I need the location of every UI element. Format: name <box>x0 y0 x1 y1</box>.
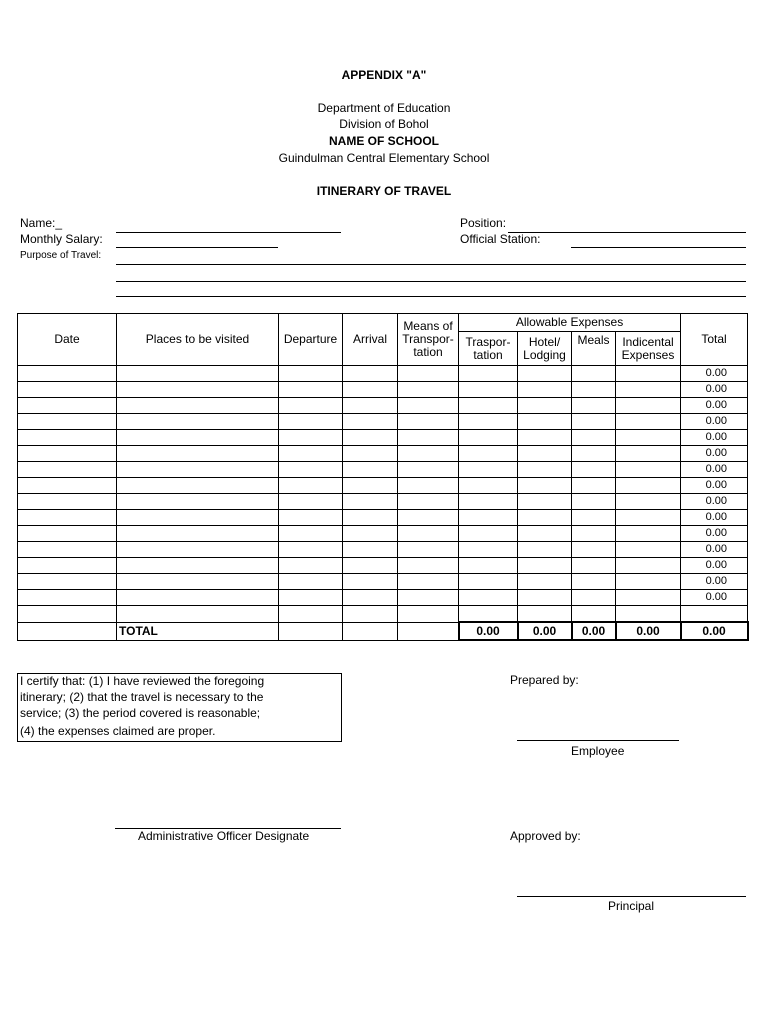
cell-date[interactable] <box>18 462 117 478</box>
cell-total: 0.00 <box>681 462 748 478</box>
cell-meals[interactable] <box>572 398 616 414</box>
cell-hotel[interactable] <box>518 574 572 590</box>
cell-date[interactable] <box>18 414 117 430</box>
cell-transportation[interactable] <box>459 606 518 623</box>
header-transportation: Traspor- tation <box>459 332 518 366</box>
school-label: NAME OF SCHOOL <box>329 134 439 148</box>
table-row <box>18 542 748 558</box>
cell-departure[interactable] <box>279 414 343 430</box>
cell-date[interactable] <box>18 382 117 398</box>
cell-incidental[interactable] <box>616 462 681 478</box>
purpose-label: Purpose of Travel: <box>20 250 102 261</box>
position-line[interactable] <box>508 232 746 233</box>
cell-meals[interactable] <box>572 414 616 430</box>
cell-incidental[interactable] <box>616 382 681 398</box>
cell-date[interactable] <box>18 398 117 414</box>
cell-places[interactable] <box>117 414 279 430</box>
cell-hotel[interactable] <box>518 606 572 623</box>
employee-label: Employee <box>571 744 625 758</box>
cell-means[interactable] <box>398 590 459 606</box>
cell-total <box>681 606 748 623</box>
certification-line-2: itinerary; (2) that the travel is necessary to the <box>20 690 264 704</box>
position-label: Position: <box>460 216 507 230</box>
cell-arrival[interactable] <box>343 430 398 446</box>
cell-meals[interactable] <box>572 542 616 558</box>
cell-incidental[interactable] <box>616 494 681 510</box>
cell-date[interactable] <box>18 478 117 494</box>
cell-hotel[interactable] <box>518 446 572 462</box>
table-row <box>18 430 748 446</box>
cell-transportation[interactable] <box>459 558 518 574</box>
certification-line-1: I certify that: (1) I have reviewed the foregoing <box>20 674 265 688</box>
table-row <box>18 590 748 606</box>
header-arrival: Arrival <box>343 314 398 366</box>
cell-incidental[interactable] <box>616 398 681 414</box>
cell-date[interactable] <box>18 606 117 623</box>
cell-incidental[interactable] <box>616 478 681 494</box>
cell-places[interactable] <box>117 366 279 382</box>
cell-transportation[interactable] <box>459 462 518 478</box>
cell-departure[interactable] <box>279 606 343 623</box>
cell-departure[interactable] <box>279 510 343 526</box>
cell-places[interactable] <box>117 606 279 623</box>
cell-hotel[interactable] <box>518 558 572 574</box>
cell-date[interactable] <box>18 366 117 382</box>
cell-incidental[interactable] <box>616 590 681 606</box>
cell-means[interactable] <box>398 606 459 623</box>
cell-departure[interactable] <box>279 398 343 414</box>
cell-means[interactable] <box>398 558 459 574</box>
table-row <box>18 494 748 510</box>
cell-transportation[interactable] <box>459 510 518 526</box>
department-name: Department of Education <box>317 101 451 115</box>
cell-total: 0.00 <box>681 590 748 606</box>
table-row <box>18 462 748 478</box>
cell-hotel[interactable] <box>518 430 572 446</box>
cell-total: 0.00 <box>681 446 748 462</box>
certification-box <box>17 673 342 742</box>
cell-hotel[interactable] <box>518 414 572 430</box>
cell-total: 0.00 <box>681 398 748 414</box>
cell-incidental[interactable] <box>616 446 681 462</box>
cell-arrival[interactable] <box>343 542 398 558</box>
cell-total: 0.00 <box>681 558 748 574</box>
cell-places[interactable] <box>117 526 279 542</box>
cell-departure[interactable] <box>279 382 343 398</box>
cell-arrival[interactable] <box>343 462 398 478</box>
cell-departure[interactable] <box>279 478 343 494</box>
employee-signature-line[interactable] <box>517 740 679 741</box>
total-transportation: 0.00 <box>459 622 518 640</box>
cell-departure[interactable] <box>279 430 343 446</box>
division-name: Division of Bohol <box>339 117 429 131</box>
cell-arrival[interactable] <box>343 558 398 574</box>
cell-transportation[interactable] <box>459 494 518 510</box>
cell-incidental[interactable] <box>616 366 681 382</box>
cell-hotel[interactable] <box>518 510 572 526</box>
cell-places[interactable] <box>117 494 279 510</box>
cell-transportation[interactable] <box>459 542 518 558</box>
cell-places[interactable] <box>117 462 279 478</box>
principal-label: Principal <box>608 899 655 913</box>
cell-means[interactable] <box>398 398 459 414</box>
cell-places[interactable] <box>117 430 279 446</box>
cell-arrival[interactable] <box>343 526 398 542</box>
cell-departure[interactable] <box>279 590 343 606</box>
name-line[interactable] <box>116 232 341 233</box>
cell-hotel[interactable] <box>518 590 572 606</box>
total-label: TOTAL <box>117 622 279 640</box>
cell-total: 0.00 <box>681 574 748 590</box>
cell-incidental[interactable] <box>616 558 681 574</box>
total-incidental: 0.00 <box>616 622 681 640</box>
table-row <box>18 574 748 590</box>
cell-departure[interactable] <box>279 526 343 542</box>
cell-date[interactable] <box>18 446 117 462</box>
table-row <box>18 526 748 542</box>
header-total: Total <box>681 314 748 366</box>
cell-arrival[interactable] <box>343 414 398 430</box>
cell-transportation[interactable] <box>459 478 518 494</box>
station-label: Official Station: <box>460 232 541 246</box>
cell-means[interactable] <box>398 478 459 494</box>
cell-incidental[interactable] <box>616 526 681 542</box>
header-meals: Meals <box>572 332 616 366</box>
total-grand: 0.00 <box>681 622 748 640</box>
cell-meals[interactable] <box>572 382 616 398</box>
name-label: Name:_ <box>20 216 63 230</box>
cell-hotel[interactable] <box>518 478 572 494</box>
cell-incidental[interactable] <box>616 510 681 526</box>
header-allowable-expenses: Allowable Expenses <box>459 314 681 332</box>
header-incidental: Indicental Expenses <box>616 332 681 366</box>
cell-total: 0.00 <box>681 414 748 430</box>
cell-arrival[interactable] <box>343 366 398 382</box>
cell-places[interactable] <box>117 382 279 398</box>
purpose-line-1[interactable] <box>116 264 746 265</box>
cell-transportation[interactable] <box>459 446 518 462</box>
cell-hotel[interactable] <box>518 542 572 558</box>
table-row <box>18 510 748 526</box>
cell-means[interactable] <box>398 526 459 542</box>
table-row <box>18 366 748 382</box>
cell-date[interactable] <box>18 430 117 446</box>
cell-arrival[interactable] <box>343 382 398 398</box>
header-means: Means of Transpor- tation <box>398 314 459 366</box>
cell-transportation[interactable] <box>459 398 518 414</box>
approved-by-label: Approved by: <box>510 829 581 843</box>
cell-total: 0.00 <box>681 510 748 526</box>
cell-places[interactable] <box>117 574 279 590</box>
cell-means[interactable] <box>398 430 459 446</box>
cell-meals[interactable] <box>572 526 616 542</box>
cell-arrival[interactable] <box>343 446 398 462</box>
cell-meals[interactable] <box>572 462 616 478</box>
cell-transportation[interactable] <box>459 430 518 446</box>
cell-meals[interactable] <box>572 558 616 574</box>
itinerary-table <box>17 313 749 641</box>
cell-transportation[interactable] <box>459 590 518 606</box>
cell-meals[interactable] <box>572 590 616 606</box>
station-line[interactable] <box>571 247 746 248</box>
purpose-line-3[interactable] <box>116 296 746 297</box>
school-name: Guindulman Central Elementary School <box>278 151 490 165</box>
header-date: Date <box>18 314 117 366</box>
principal-signature-line[interactable] <box>517 896 746 897</box>
cell-total: 0.00 <box>681 430 748 446</box>
header-departure: Departure <box>279 314 343 366</box>
cell-means[interactable] <box>398 414 459 430</box>
table-row <box>18 382 748 398</box>
cell-total: 0.00 <box>681 494 748 510</box>
cell-departure[interactable] <box>279 542 343 558</box>
cell-total: 0.00 <box>681 526 748 542</box>
certification-line-3: service; (3) the period covered is reasonable; <box>20 706 261 720</box>
cell-arrival[interactable] <box>343 494 398 510</box>
cell-incidental[interactable] <box>616 414 681 430</box>
table-row <box>18 558 748 574</box>
header-places: Places to be visited <box>117 314 279 366</box>
header-hotel: Hotel/ Lodging <box>518 332 572 366</box>
cell-incidental[interactable] <box>616 542 681 558</box>
prepared-by-label: Prepared by: <box>510 673 579 687</box>
cell-hotel[interactable] <box>518 462 572 478</box>
cell-departure[interactable] <box>279 366 343 382</box>
cell-places[interactable] <box>117 590 279 606</box>
cell-total: 0.00 <box>681 542 748 558</box>
total-hotel: 0.00 <box>518 622 572 640</box>
cell-arrival[interactable] <box>343 606 398 623</box>
cell-hotel[interactable] <box>518 382 572 398</box>
cell-date[interactable] <box>18 526 117 542</box>
cell-incidental[interactable] <box>616 606 681 623</box>
total-row-blank <box>18 622 117 640</box>
table-row <box>18 446 748 462</box>
admin-officer-label: Administrative Officer Designate <box>138 829 310 843</box>
cell-means[interactable] <box>398 446 459 462</box>
cell-date[interactable] <box>18 590 117 606</box>
table-row <box>18 606 748 623</box>
total-row <box>18 622 748 640</box>
cell-departure[interactable] <box>279 558 343 574</box>
cell-date[interactable] <box>18 558 117 574</box>
total-meals: 0.00 <box>572 622 616 640</box>
cell-departure[interactable] <box>279 494 343 510</box>
cell-arrival[interactable] <box>343 510 398 526</box>
cell-places[interactable] <box>117 478 279 494</box>
cell-incidental[interactable] <box>616 430 681 446</box>
purpose-line-2[interactable] <box>116 281 746 282</box>
cell-places[interactable] <box>117 446 279 462</box>
cell-means[interactable] <box>398 542 459 558</box>
table-row <box>18 398 748 414</box>
cell-departure[interactable] <box>279 574 343 590</box>
cell-hotel[interactable] <box>518 366 572 382</box>
cell-means[interactable] <box>398 382 459 398</box>
cell-arrival[interactable] <box>343 398 398 414</box>
cell-arrival[interactable] <box>343 574 398 590</box>
cell-date[interactable] <box>18 494 117 510</box>
cell-total: 0.00 <box>681 366 748 382</box>
cell-places[interactable] <box>117 558 279 574</box>
form-title: ITINERARY OF TRAVEL <box>316 184 452 198</box>
cell-meals[interactable] <box>572 494 616 510</box>
certification-line-4: (4) the expenses claimed are proper. <box>20 724 216 738</box>
cell-meals[interactable] <box>572 366 616 382</box>
cell-means[interactable] <box>398 462 459 478</box>
cell-transportation[interactable] <box>459 414 518 430</box>
cell-date[interactable] <box>18 574 117 590</box>
cell-transportation[interactable] <box>459 382 518 398</box>
cell-places[interactable] <box>117 398 279 414</box>
cell-hotel[interactable] <box>518 526 572 542</box>
cell-hotel[interactable] <box>518 398 572 414</box>
cell-date[interactable] <box>18 542 117 558</box>
cell-arrival[interactable] <box>343 590 398 606</box>
cell-means[interactable] <box>398 574 459 590</box>
salary-line[interactable] <box>116 247 278 248</box>
cell-arrival[interactable] <box>343 478 398 494</box>
cell-places[interactable] <box>117 510 279 526</box>
salary-label: Monthly Salary: <box>20 232 103 246</box>
cell-meals[interactable] <box>572 430 616 446</box>
cell-hotel[interactable] <box>518 494 572 510</box>
cell-incidental[interactable] <box>616 574 681 590</box>
cell-means[interactable] <box>398 494 459 510</box>
cell-meals[interactable] <box>572 510 616 526</box>
cell-meals[interactable] <box>572 574 616 590</box>
cell-total: 0.00 <box>681 382 748 398</box>
table-row <box>18 414 748 430</box>
cell-transportation[interactable] <box>459 526 518 542</box>
cell-places[interactable] <box>117 542 279 558</box>
cell-meals[interactable] <box>572 478 616 494</box>
appendix-label: APPENDIX "A" <box>341 68 427 82</box>
cell-transportation[interactable] <box>459 366 518 382</box>
cell-total: 0.00 <box>681 478 748 494</box>
cell-date[interactable] <box>18 510 117 526</box>
cell-departure[interactable] <box>279 446 343 462</box>
table-row <box>18 478 748 494</box>
cell-means[interactable] <box>398 366 459 382</box>
cell-means[interactable] <box>398 510 459 526</box>
cell-meals[interactable] <box>572 606 616 623</box>
cell-transportation[interactable] <box>459 574 518 590</box>
cell-meals[interactable] <box>572 446 616 462</box>
cell-departure[interactable] <box>279 462 343 478</box>
